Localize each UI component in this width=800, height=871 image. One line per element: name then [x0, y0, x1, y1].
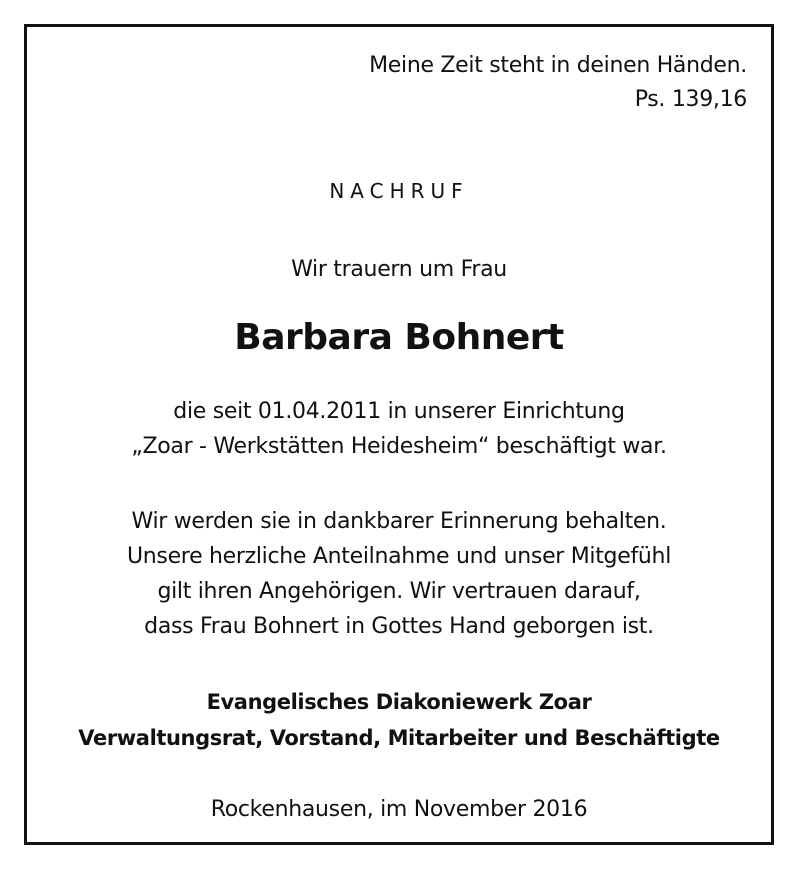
- employment-line-2: „Zoar - Werkstätten Heidesheim“ beschäftigt war.: [131, 434, 667, 459]
- message-line-4: dass Frau Bohnert in Gottes Hand geborgen ist.: [144, 614, 654, 639]
- place-date: Rockenhausen, im November 2016: [210, 797, 588, 822]
- deceased-name: Barbara Bohnert: [234, 317, 564, 358]
- signature-organization: Evangelisches Diakoniewerk Zoar: [206, 690, 592, 714]
- employment-line-1: die seit 01.04.2011 in unserer Einrichtung: [173, 399, 625, 424]
- signature-members: Verwaltungsrat, Vorstand, Mitarbeiter und Beschäftigte: [78, 726, 720, 750]
- obituary-heading: NACHRUF: [329, 179, 469, 203]
- motto-reference: Ps. 139,16: [634, 87, 747, 112]
- motto-quote: Meine Zeit steht in deinen Händen.: [369, 53, 747, 78]
- intro-text: Wir trauern um Frau: [291, 257, 507, 282]
- message-line-1: Wir werden sie in dankbarer Erinnerung behalten.: [131, 509, 667, 534]
- message-line-2: Unsere herzliche Anteilnahme und unser Mitgefühl: [126, 544, 672, 569]
- obituary-frame: [24, 24, 774, 845]
- message-line-3: gilt ihren Angehörigen. Wir vertrauen darauf,: [157, 579, 641, 604]
